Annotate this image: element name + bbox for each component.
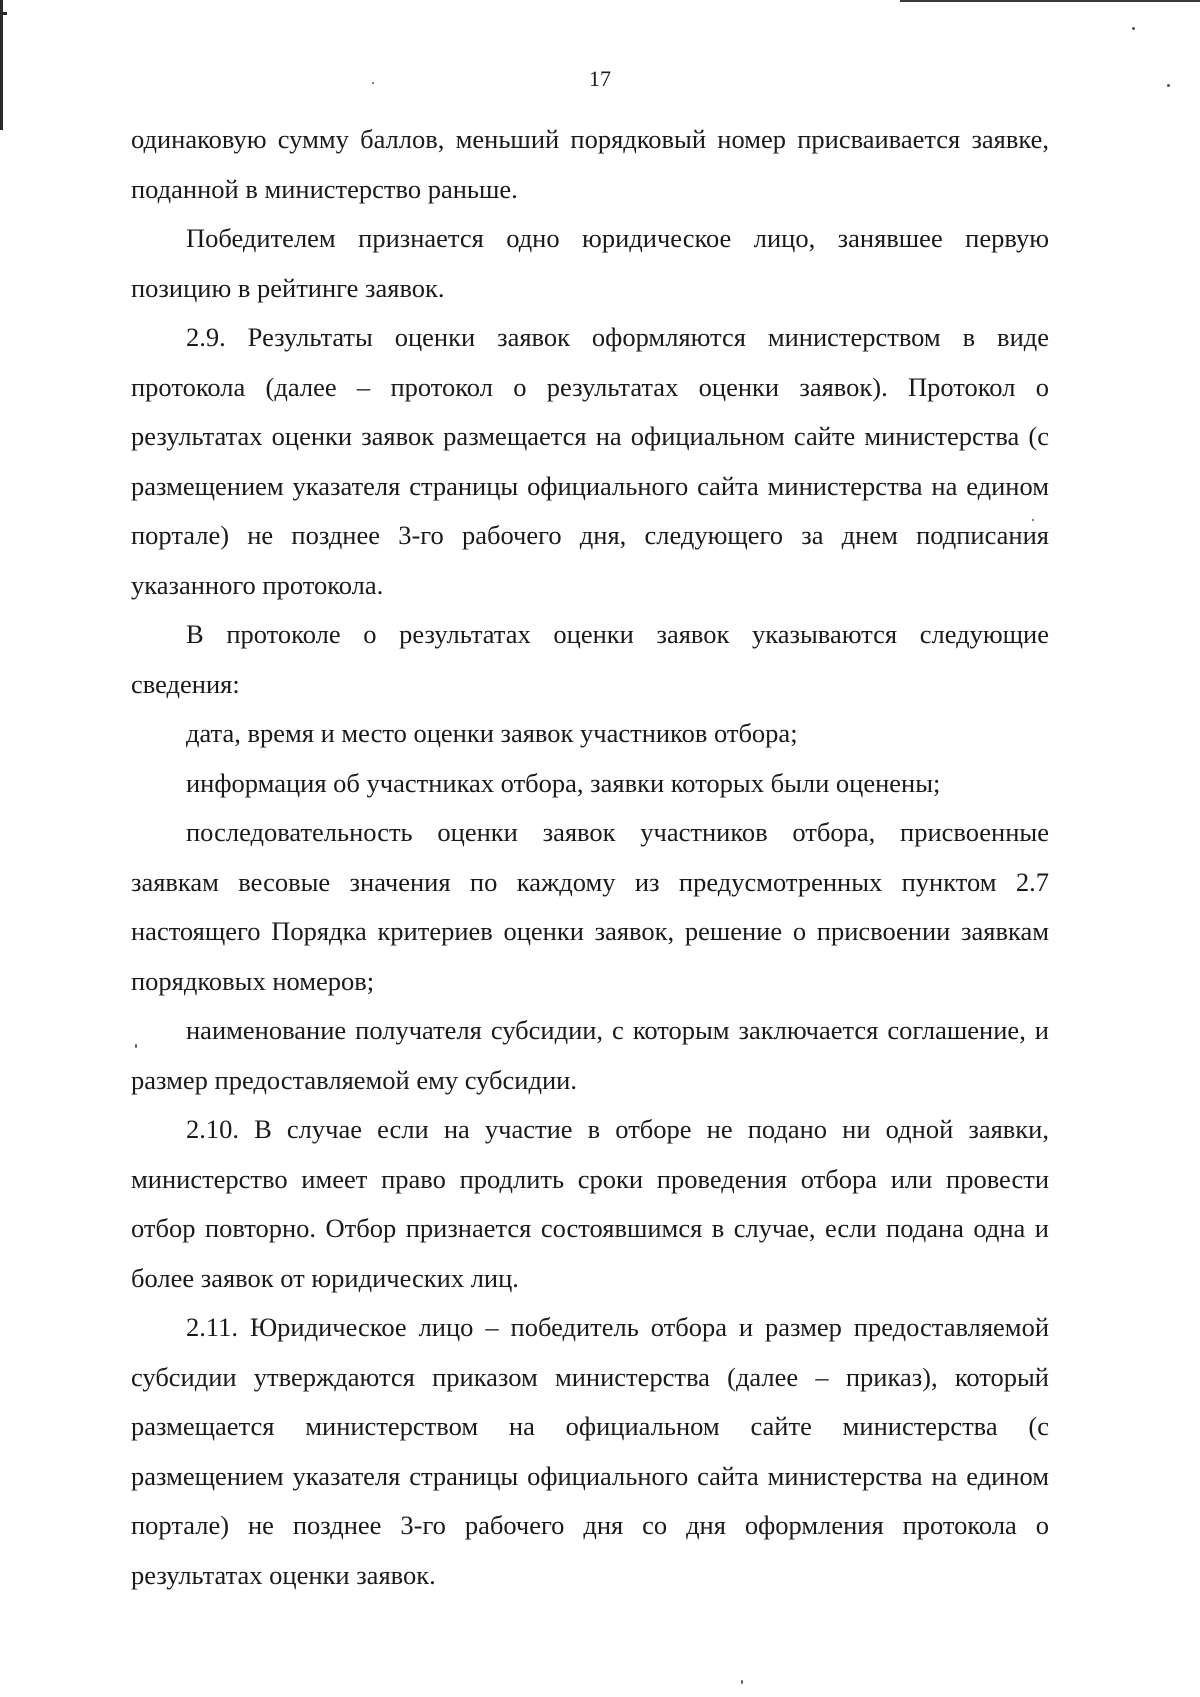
- paragraph-protocol-info: В протоколе о результатах оценки заявок указываются следующие сведения:: [131, 619, 1049, 699]
- scan-speck: [1132, 27, 1135, 30]
- document-body: [131, 115, 1049, 1600]
- list-item-participants-info: информация об участниках отбора, заявки которых были оценены;: [186, 767, 941, 798]
- paragraph-winner: Победителем признается одно юридическое лицо, занявшее первую позицию в рейтинге заявок.: [131, 223, 1049, 303]
- paragraph-2-11: 2.11. Юридическое лицо – победитель отбора и размер предоставляемой субсидии утверждаются приказом министерства (далее – приказ), который размещается министерством на официальном сайте министерства (с размещением указателя страницы официального сайта министерства на едином портале) не позднее 3-го рабочего дня со дня оформления протокола о результатах оценки заявок.: [131, 1312, 1049, 1590]
- scan-left-edge: [0, 0, 3, 130]
- scan-speck: [741, 1680, 743, 1684]
- paragraph-2-10: 2.10. В случае если на участие в отборе не подано ни одной заявки, министерство имеет право продлить сроки проведения отбора или провести отбор повторно. Отбор признается состоявшимся в случае, если подана одна и более заявок от юридических лиц.: [131, 1114, 1049, 1293]
- list-item-recipient-name: наименование получателя субсидии, с которым заключается соглашение, и размер предоставляемой ему субсидии.: [131, 1015, 1049, 1095]
- scan-edge-mark: [0, 12, 7, 15]
- scan-top-line: [900, 0, 1200, 2]
- paragraph-2-9: 2.9. Результаты оценки заявок оформляются министерством в виде протокола (далее – протокол о результатах оценки заявок). Протокол о результатах оценки заявок размещается на официальном сайте министерства (с размещением указателя страницы официального сайта министерства на едином портале) не позднее 3-го рабочего дня, следующего за днем подписания указанного протокола.: [131, 322, 1049, 600]
- list-item-date-time-place: дата, время и место оценки заявок участников отбора;: [186, 718, 798, 748]
- list-item-evaluation-sequence: последовательность оценки заявок участников отбора, присвоенные заявкам весовые значения по каждому из предусмотренных пунктом 2.7 настоящего Порядка критериев оценки заявок, решение о присвоении заявкам порядковых номеров;: [131, 817, 1049, 996]
- paragraph-continuation: одинаковую сумму баллов, меньший порядковый номер присваивается заявке, поданной в министерство раньше.: [131, 124, 1049, 204]
- page-number: 17: [589, 66, 611, 91]
